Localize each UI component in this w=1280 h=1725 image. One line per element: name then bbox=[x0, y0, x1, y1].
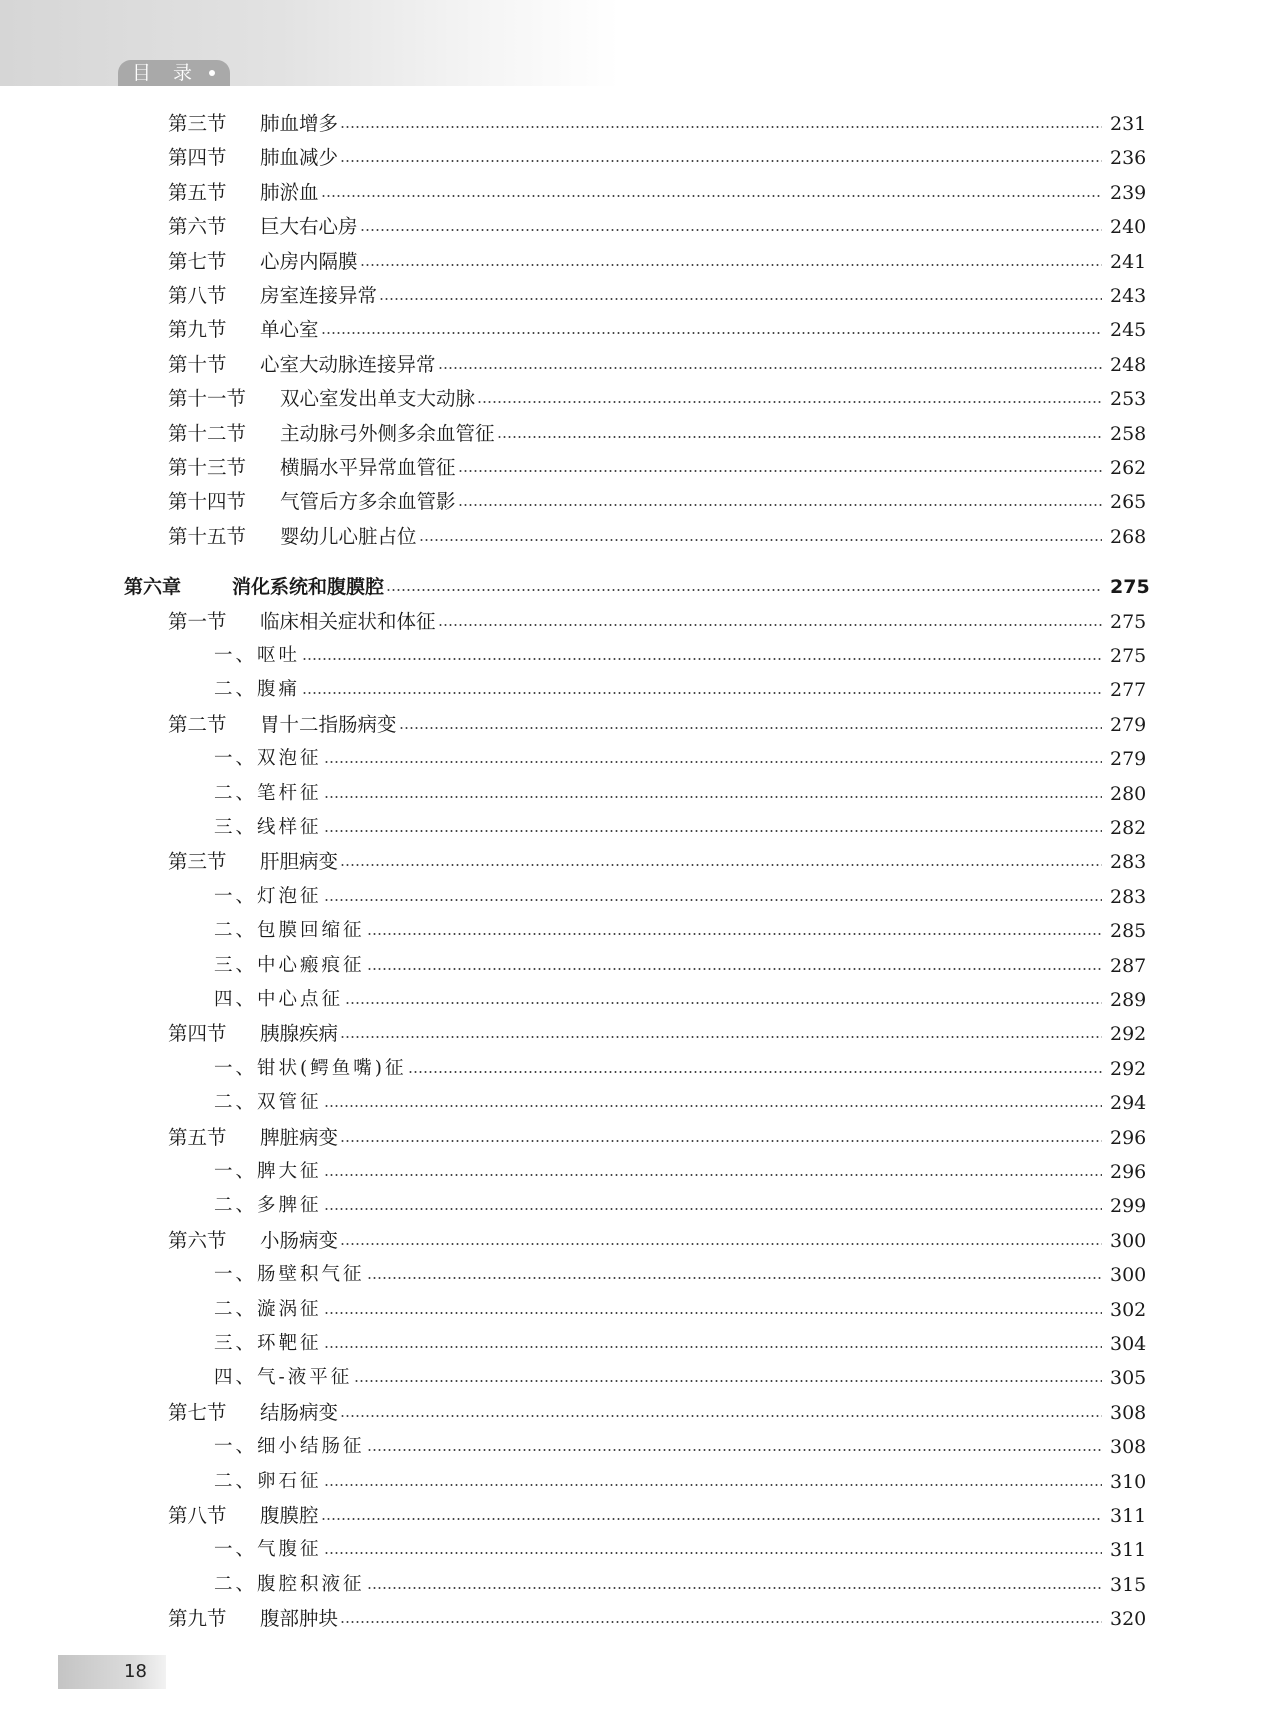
entry-number: 第十二节 bbox=[168, 422, 247, 445]
entry-page: 308 bbox=[1110, 1436, 1147, 1458]
entry-number: 第一节 bbox=[168, 610, 227, 633]
dot-leader bbox=[302, 658, 1102, 660]
entry-number: 二、 bbox=[214, 679, 258, 700]
toc-item[interactable] bbox=[214, 642, 1150, 670]
dot-leader bbox=[340, 1243, 1102, 1245]
dot-leader bbox=[324, 761, 1102, 763]
toc-item[interactable] bbox=[214, 814, 1150, 842]
toc-chapter[interactable] bbox=[124, 573, 1150, 601]
entry-number: 一、 bbox=[214, 1264, 258, 1285]
entry-title: 肺淤血 bbox=[260, 181, 319, 204]
dot-leader bbox=[419, 539, 1102, 541]
entry-page: 280 bbox=[1110, 783, 1147, 805]
entry-page: 283 bbox=[1110, 886, 1147, 908]
entry-number: 一、 bbox=[214, 748, 258, 769]
entry-page: 294 bbox=[1110, 1092, 1147, 1114]
dot-leader bbox=[321, 195, 1102, 197]
entry-title: 笔杆征 bbox=[257, 783, 322, 804]
entry-title: 中心点征 bbox=[257, 989, 344, 1010]
entry-page: 305 bbox=[1110, 1367, 1147, 1389]
dot-leader bbox=[340, 126, 1102, 128]
entry-title: 腹腔积液征 bbox=[257, 1574, 365, 1595]
entry-page: 320 bbox=[1110, 1608, 1147, 1630]
toc-item[interactable] bbox=[214, 1192, 1150, 1220]
entry-page: 275 bbox=[1110, 645, 1147, 667]
toc-item[interactable] bbox=[214, 1364, 1150, 1392]
entry-page: 241 bbox=[1110, 251, 1147, 273]
entry-title: 心室大动脉连接异常 bbox=[260, 353, 436, 376]
toc-section[interactable] bbox=[168, 454, 1150, 482]
dot-leader bbox=[399, 727, 1102, 729]
entry-number: 第六章 bbox=[124, 576, 182, 598]
dot-leader bbox=[438, 367, 1102, 369]
entry-number: 第七节 bbox=[168, 1401, 227, 1424]
entry-title: 环靶征 bbox=[257, 1333, 322, 1354]
entry-title: 卵石征 bbox=[257, 1471, 322, 1492]
dot-leader bbox=[367, 1277, 1102, 1279]
entry-page: 253 bbox=[1110, 388, 1147, 410]
entry-title: 主动脉弓外侧多余血管征 bbox=[280, 422, 495, 445]
entry-title: 双心室发出单支大动脉 bbox=[280, 387, 476, 410]
dot-leader bbox=[324, 1346, 1102, 1348]
entry-page: 292 bbox=[1110, 1023, 1147, 1045]
dot-leader bbox=[340, 160, 1102, 162]
entry-number: 第三节 bbox=[168, 112, 227, 135]
toc-section[interactable] bbox=[168, 110, 1150, 138]
entry-page: 245 bbox=[1110, 319, 1147, 341]
dot-leader bbox=[340, 1140, 1102, 1142]
toc-section[interactable] bbox=[168, 488, 1150, 516]
toc-item[interactable] bbox=[214, 986, 1150, 1014]
entry-title: 气管后方多余血管影 bbox=[280, 490, 456, 513]
entry-number: 二、 bbox=[214, 920, 258, 941]
entry-page: 268 bbox=[1110, 526, 1147, 548]
entry-number: 二、 bbox=[214, 1092, 258, 1113]
entry-page: 310 bbox=[1110, 1471, 1147, 1493]
toc-section[interactable] bbox=[168, 144, 1150, 172]
dot-leader bbox=[324, 1484, 1102, 1486]
entry-number: 一、 bbox=[214, 1161, 258, 1182]
entry-page: 279 bbox=[1110, 748, 1147, 770]
entry-title: 钳状(鳄鱼嘴)征 bbox=[257, 1058, 407, 1079]
entry-title: 腹膜腔 bbox=[260, 1504, 319, 1527]
entry-page: 282 bbox=[1110, 817, 1147, 839]
entry-page: 304 bbox=[1110, 1333, 1147, 1355]
entry-number: 四、 bbox=[214, 989, 258, 1010]
toc-section[interactable] bbox=[168, 282, 1150, 310]
entry-title: 胰腺疾病 bbox=[260, 1022, 339, 1045]
toc-section[interactable] bbox=[168, 523, 1150, 551]
entry-title: 婴幼儿心脏占位 bbox=[280, 525, 417, 548]
entry-page: 287 bbox=[1110, 955, 1147, 977]
dot-leader bbox=[324, 830, 1102, 832]
entry-number: 二、 bbox=[214, 1471, 258, 1492]
entry-page: 311 bbox=[1110, 1505, 1147, 1527]
entry-title: 肺血减少 bbox=[260, 146, 339, 169]
entry-number: 二、 bbox=[214, 1574, 258, 1595]
entry-page: 292 bbox=[1110, 1058, 1147, 1080]
dot-leader bbox=[360, 229, 1102, 231]
dot-leader bbox=[324, 1312, 1102, 1314]
toc-item[interactable] bbox=[214, 1536, 1150, 1564]
toc-item[interactable] bbox=[214, 1158, 1150, 1186]
entry-title: 包膜回缩征 bbox=[257, 920, 365, 941]
toc-section[interactable] bbox=[168, 1124, 1150, 1152]
toc-item[interactable] bbox=[214, 883, 1150, 911]
toc-section[interactable] bbox=[168, 385, 1150, 413]
entry-title: 消化系统和腹膜腔 bbox=[232, 576, 385, 598]
entry-title: 结肠病变 bbox=[260, 1401, 339, 1424]
entry-title: 多脾征 bbox=[257, 1195, 322, 1216]
entry-title: 中心瘢痕征 bbox=[257, 955, 365, 976]
toc-item[interactable] bbox=[214, 917, 1150, 945]
entry-title: 双泡征 bbox=[257, 748, 322, 769]
entry-number: 一、 bbox=[214, 645, 258, 666]
entry-title: 小肠病变 bbox=[260, 1229, 339, 1252]
dot-leader bbox=[321, 1518, 1102, 1520]
header-label: 目 录 bbox=[118, 60, 230, 86]
entry-title: 灯泡征 bbox=[257, 886, 322, 907]
entry-title: 房室连接异常 bbox=[260, 284, 378, 307]
dot-leader bbox=[345, 1002, 1102, 1004]
entry-title: 脾大征 bbox=[257, 1161, 322, 1182]
entry-number: 第二节 bbox=[168, 713, 227, 736]
entry-title: 细小结肠征 bbox=[257, 1436, 365, 1457]
entry-title: 肠壁积气征 bbox=[257, 1264, 365, 1285]
toc-item[interactable] bbox=[214, 676, 1150, 704]
page-number: 18 bbox=[124, 1661, 147, 1682]
toc-section[interactable] bbox=[168, 1502, 1150, 1530]
toc-item[interactable] bbox=[214, 1468, 1150, 1496]
entry-number: 三、 bbox=[214, 817, 258, 838]
entry-title: 脾脏病变 bbox=[260, 1126, 339, 1149]
header-band bbox=[0, 0, 620, 86]
toc-section[interactable] bbox=[168, 848, 1150, 876]
dot-leader bbox=[497, 436, 1102, 438]
toc-item[interactable] bbox=[214, 1571, 1150, 1599]
entry-page: 243 bbox=[1110, 285, 1147, 307]
dot-leader bbox=[367, 1587, 1102, 1589]
entry-page: 285 bbox=[1110, 920, 1147, 942]
entry-page: 311 bbox=[1110, 1539, 1147, 1561]
entry-title: 横膈水平异常血管征 bbox=[280, 456, 456, 479]
toc-section[interactable] bbox=[168, 213, 1150, 241]
entry-number: 第四节 bbox=[168, 1022, 227, 1045]
entry-number: 第六节 bbox=[168, 215, 227, 238]
dot-leader bbox=[367, 1449, 1102, 1451]
dot-leader bbox=[477, 401, 1102, 403]
entry-number: 第十一节 bbox=[168, 387, 247, 410]
toc-item[interactable] bbox=[214, 1433, 1150, 1461]
dot-leader bbox=[324, 796, 1102, 798]
entry-page: 296 bbox=[1110, 1127, 1147, 1149]
toc-section[interactable] bbox=[168, 420, 1150, 448]
entry-page: 275 bbox=[1110, 611, 1147, 633]
dot-leader bbox=[386, 589, 1102, 591]
entry-page: 258 bbox=[1110, 423, 1147, 445]
dot-leader bbox=[438, 624, 1102, 626]
toc-section[interactable] bbox=[168, 179, 1150, 207]
footer-band bbox=[58, 1655, 166, 1689]
entry-page: 296 bbox=[1110, 1161, 1147, 1183]
entry-page: 283 bbox=[1110, 851, 1147, 873]
toc-item[interactable] bbox=[214, 1089, 1150, 1117]
dot-leader bbox=[360, 264, 1102, 266]
entry-title: 双管征 bbox=[257, 1092, 322, 1113]
dot-leader bbox=[324, 1552, 1102, 1554]
entry-number: 第九节 bbox=[168, 318, 227, 341]
toc-item[interactable] bbox=[214, 952, 1150, 980]
header-dot bbox=[209, 70, 215, 76]
entry-page: 308 bbox=[1110, 1402, 1147, 1424]
toc-item[interactable] bbox=[214, 1261, 1150, 1289]
dot-leader bbox=[324, 1105, 1102, 1107]
toc-item[interactable] bbox=[214, 1296, 1150, 1324]
entry-number: 第五节 bbox=[168, 181, 227, 204]
entry-number: 第十三节 bbox=[168, 456, 247, 479]
entry-number: 二、 bbox=[214, 1195, 258, 1216]
toc-item[interactable] bbox=[214, 1330, 1150, 1358]
dot-leader bbox=[367, 968, 1102, 970]
entry-number: 第七节 bbox=[168, 250, 227, 273]
dot-leader bbox=[324, 1208, 1102, 1210]
entry-title: 腹痛 bbox=[257, 679, 301, 700]
toc-item[interactable] bbox=[214, 745, 1150, 773]
toc-section[interactable] bbox=[168, 711, 1150, 739]
entry-number: 第三节 bbox=[168, 850, 227, 873]
dot-leader bbox=[321, 332, 1102, 334]
entry-page: 248 bbox=[1110, 354, 1147, 376]
entry-page: 236 bbox=[1110, 147, 1147, 169]
entry-page: 239 bbox=[1110, 182, 1147, 204]
entry-page: 277 bbox=[1110, 679, 1147, 701]
entry-number: 三、 bbox=[214, 955, 258, 976]
toc-item[interactable] bbox=[214, 780, 1150, 808]
entry-number: 一、 bbox=[214, 1539, 258, 1560]
dot-leader bbox=[458, 470, 1102, 472]
entry-title: 肝胆病变 bbox=[260, 850, 339, 873]
entry-title: 临床相关症状和体征 bbox=[260, 610, 436, 633]
entry-number: 第十节 bbox=[168, 353, 227, 376]
entry-title: 巨大右心房 bbox=[260, 215, 358, 238]
entry-page: 300 bbox=[1110, 1230, 1147, 1252]
entry-page: 289 bbox=[1110, 989, 1147, 1011]
dot-leader bbox=[367, 933, 1102, 935]
entry-number: 第八节 bbox=[168, 1504, 227, 1527]
entry-number: 一、 bbox=[214, 886, 258, 907]
entry-number: 第六节 bbox=[168, 1229, 227, 1252]
toc-item[interactable] bbox=[214, 1055, 1150, 1083]
entry-number: 第十五节 bbox=[168, 525, 247, 548]
entry-page: 231 bbox=[1110, 113, 1147, 135]
entry-number: 二、 bbox=[214, 783, 258, 804]
toc-section[interactable] bbox=[168, 351, 1150, 379]
toc-section[interactable] bbox=[168, 1605, 1150, 1633]
entry-title: 线样征 bbox=[257, 817, 322, 838]
entry-number: 第十四节 bbox=[168, 490, 247, 513]
toc-section[interactable] bbox=[168, 248, 1150, 276]
entry-title: 心房内隔膜 bbox=[260, 250, 358, 273]
dot-leader bbox=[340, 864, 1102, 866]
dot-leader bbox=[340, 1036, 1102, 1038]
toc-section[interactable] bbox=[168, 608, 1150, 636]
toc-section[interactable] bbox=[168, 1399, 1150, 1427]
entry-page: 279 bbox=[1110, 714, 1147, 736]
dot-leader bbox=[458, 504, 1102, 506]
entry-page: 300 bbox=[1110, 1264, 1147, 1286]
entry-title: 腹部肿块 bbox=[260, 1607, 339, 1630]
entry-page: 265 bbox=[1110, 491, 1147, 513]
entry-title: 呕吐 bbox=[257, 645, 301, 666]
dot-leader bbox=[324, 1174, 1102, 1176]
entry-page: 302 bbox=[1110, 1299, 1147, 1321]
dot-leader bbox=[354, 1380, 1102, 1382]
entry-number: 第五节 bbox=[168, 1126, 227, 1149]
entry-page: 299 bbox=[1110, 1195, 1147, 1217]
toc-section[interactable] bbox=[168, 316, 1150, 344]
entry-number: 一、 bbox=[214, 1058, 258, 1079]
entry-title: 单心室 bbox=[260, 318, 319, 341]
entry-page: 240 bbox=[1110, 216, 1147, 238]
dot-leader bbox=[302, 692, 1102, 694]
entry-number: 四、 bbox=[214, 1367, 258, 1388]
dot-leader bbox=[340, 1415, 1102, 1417]
dot-leader bbox=[324, 899, 1102, 901]
entry-number: 三、 bbox=[214, 1333, 258, 1354]
entry-title: 肺血增多 bbox=[260, 112, 339, 135]
dot-leader bbox=[340, 1621, 1102, 1623]
entry-title: 气腹征 bbox=[257, 1539, 322, 1560]
entry-page: 315 bbox=[1110, 1574, 1147, 1596]
dot-leader bbox=[379, 298, 1102, 300]
entry-number: 二、 bbox=[214, 1299, 258, 1320]
entry-page: 275 bbox=[1110, 576, 1150, 598]
entry-page: 262 bbox=[1110, 457, 1147, 479]
entry-number: 第九节 bbox=[168, 1607, 227, 1630]
entry-title: 气-液平征 bbox=[257, 1367, 353, 1388]
entry-number: 第八节 bbox=[168, 284, 227, 307]
dot-leader bbox=[408, 1071, 1102, 1073]
entry-title: 漩涡征 bbox=[257, 1299, 322, 1320]
toc-section[interactable] bbox=[168, 1227, 1150, 1255]
entry-title: 胃十二指肠病变 bbox=[260, 713, 397, 736]
entry-number: 一、 bbox=[214, 1436, 258, 1457]
entry-number: 第四节 bbox=[168, 146, 227, 169]
toc-section[interactable] bbox=[168, 1020, 1150, 1048]
